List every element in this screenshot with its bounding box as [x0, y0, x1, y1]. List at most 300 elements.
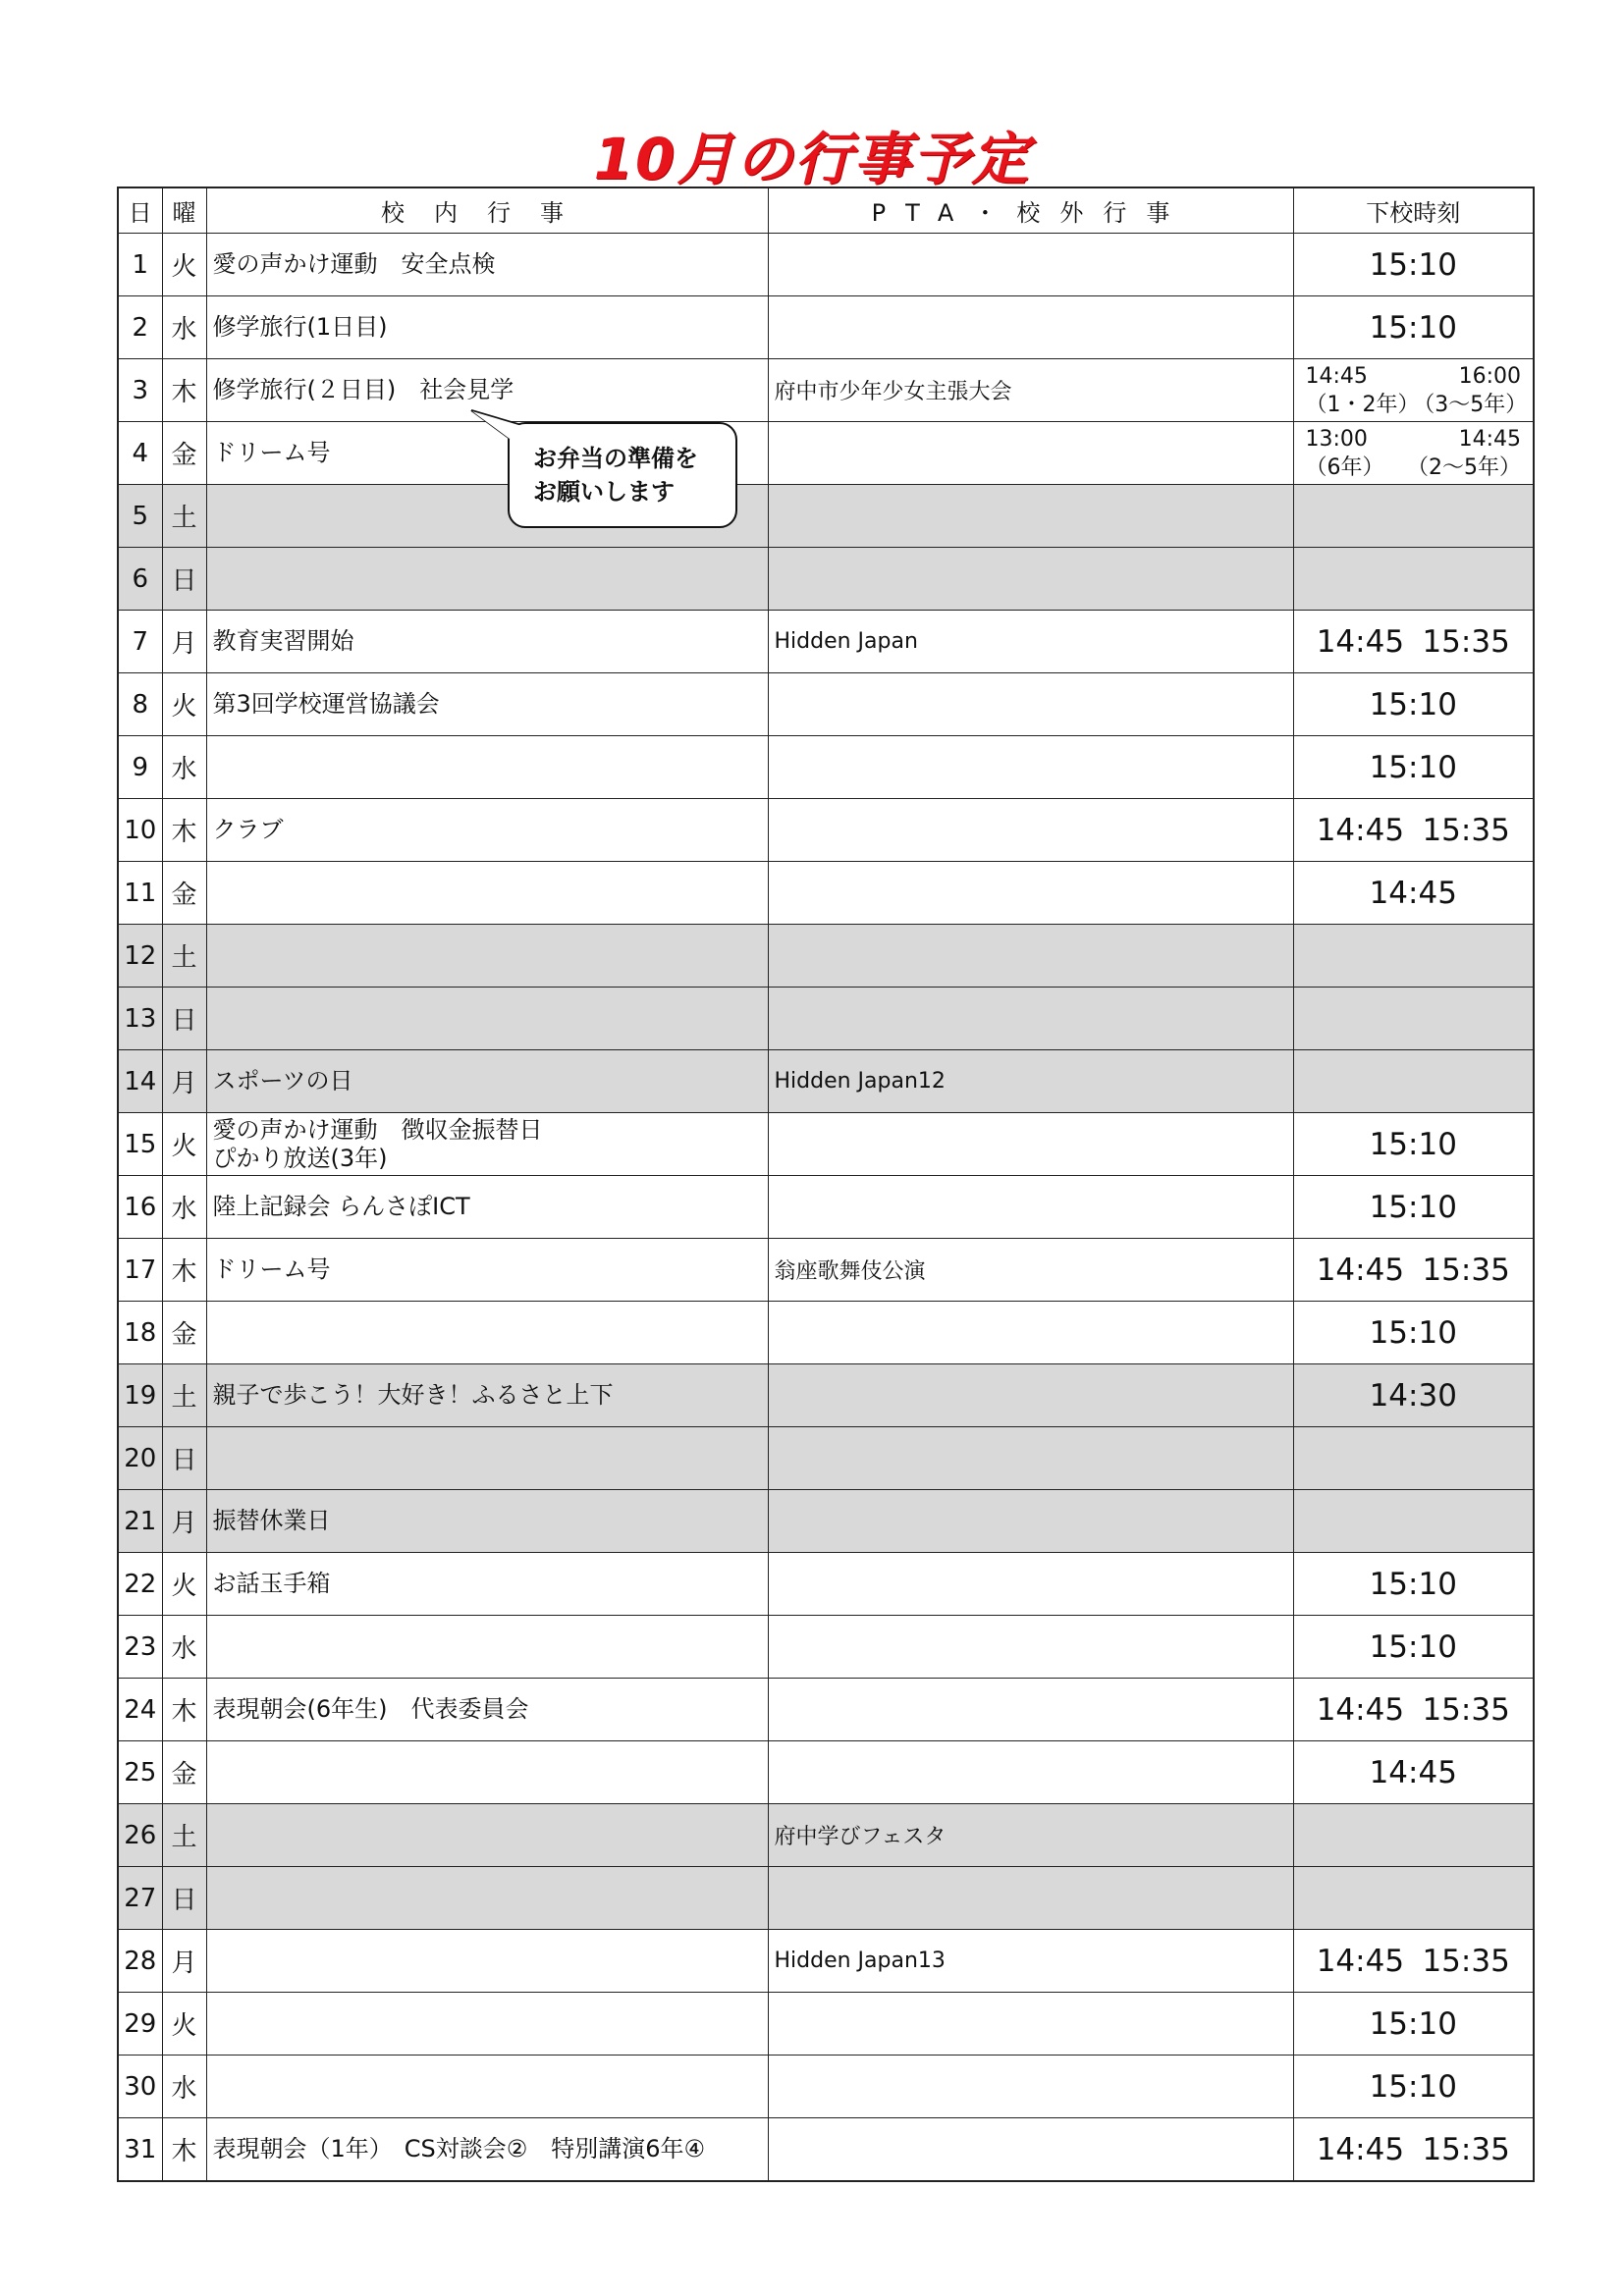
- table-row: [118, 1302, 1534, 1364]
- weekday-cell: [162, 1302, 206, 1364]
- weekday-cell: [162, 1176, 206, 1239]
- pta-event-cell: [768, 1804, 1293, 1867]
- weekday-cell: [162, 1050, 206, 1113]
- grade-group-2: （2～5年）: [1407, 454, 1521, 480]
- school-event: 振替休業日: [212, 1507, 331, 1534]
- school-event-cell: [206, 862, 768, 925]
- pta-event-cell: [768, 1490, 1293, 1553]
- dismissal-time: 15:10: [1369, 246, 1457, 283]
- weekday: 土: [171, 1823, 197, 1852]
- weekday: 火: [171, 1572, 197, 1601]
- school-event-cell: [206, 1993, 768, 2056]
- school-event: お話玉手箱: [212, 1570, 331, 1597]
- callout-tail-cover: [470, 409, 529, 449]
- dismissal-time-cell: [1293, 1364, 1534, 1427]
- header-day: 日: [118, 187, 162, 234]
- weekday: 火: [171, 252, 197, 282]
- dismissal-time-cell: [1293, 296, 1534, 359]
- weekday-cell: [162, 1930, 206, 1993]
- school-event-cell: [206, 736, 768, 799]
- dismissal-time-cell: [1293, 1239, 1534, 1302]
- weekday: 月: [171, 1509, 197, 1538]
- day-cell: [118, 2118, 162, 2182]
- pta-event-cell: [768, 1616, 1293, 1679]
- lunch-reminder-callout: [508, 422, 737, 528]
- day-cell: [118, 1804, 162, 1867]
- weekday-cell: [162, 1804, 206, 1867]
- day-cell: [118, 988, 162, 1050]
- dismissal-time-cell: [1293, 1867, 1534, 1930]
- table-row: [118, 2056, 1534, 2118]
- weekday-cell: [162, 1616, 206, 1679]
- pta-event: 府中学びフェスタ: [774, 1825, 947, 1849]
- day-number: 11: [124, 878, 157, 908]
- day-number: 13: [124, 1003, 157, 1034]
- dismissal-time: 15:10: [1369, 2005, 1457, 2042]
- weekday: 土: [171, 504, 197, 533]
- pta-event-cell: [768, 1302, 1293, 1364]
- dismissal-time: 15:10: [1369, 749, 1457, 785]
- dismissal-time-cell: [1293, 988, 1534, 1050]
- dismissal-time-1: 14:45: [1305, 363, 1368, 389]
- day-cell: [118, 296, 162, 359]
- pta-event-cell: [768, 925, 1293, 988]
- table-row: [118, 988, 1534, 1050]
- dismissal-time: 15:10: [1369, 2068, 1457, 2105]
- school-event-2: ぴかり放送(3年): [212, 1144, 388, 1172]
- day-cell: [118, 799, 162, 862]
- pta-event-cell: [768, 988, 1293, 1050]
- dismissal-time: 15:10: [1369, 1126, 1457, 1162]
- pta-event: 翁座歌舞伎公演: [774, 1259, 926, 1284]
- school-event-cell: [206, 548, 768, 611]
- day-cell: [118, 1113, 162, 1176]
- dismissal-time-cell: [1293, 611, 1534, 673]
- pta-event-cell: [768, 1427, 1293, 1490]
- day-number: 26: [124, 1820, 157, 1850]
- weekday: 火: [171, 1132, 197, 1161]
- dismissal-time-cell: [1293, 1804, 1534, 1867]
- school-event: 教育実習開始: [212, 627, 354, 655]
- school-event-cell: [206, 1804, 768, 1867]
- day-cell: [118, 485, 162, 548]
- pta-event-cell: [768, 1176, 1293, 1239]
- school-event-cell: [206, 1930, 768, 1993]
- school-event: スポーツの日: [212, 1067, 353, 1095]
- weekday-cell: [162, 1553, 206, 1616]
- pta-event-cell: [768, 862, 1293, 925]
- day-number: 1: [132, 249, 149, 280]
- dismissal-time-cell: [1293, 1427, 1534, 1490]
- weekday: 日: [171, 1006, 197, 1036]
- grade-group-1: （6年）: [1305, 454, 1384, 480]
- weekday-cell: [162, 611, 206, 673]
- school-event-cell: [206, 799, 768, 862]
- weekday-cell: [162, 1993, 206, 2056]
- day-number: 4: [132, 438, 149, 468]
- header-row: [118, 187, 1534, 234]
- weekday: 月: [171, 1949, 197, 1978]
- pta-event: Hidden Japan13: [774, 1949, 946, 1973]
- callout-line-2: お願いします: [533, 478, 675, 506]
- day-number: 27: [124, 1883, 157, 1913]
- pta-event-cell: [768, 234, 1293, 296]
- pta-event: Hidden Japan12: [774, 1069, 946, 1094]
- day-number: 16: [124, 1192, 157, 1222]
- school-event-cell: [206, 611, 768, 673]
- school-event: 陸上記録会 らんさぽICT: [212, 1193, 470, 1220]
- pta-event: 府中市少年少女主張大会: [774, 380, 1012, 404]
- page-title: 10月の行事予定: [593, 126, 1031, 192]
- dismissal-time-cell: [1293, 799, 1534, 862]
- weekday-cell: [162, 1741, 206, 1804]
- table-row: [118, 1679, 1534, 1741]
- school-event-cell: [206, 1616, 768, 1679]
- weekday: 日: [171, 1886, 197, 1915]
- day-number: 20: [124, 1443, 157, 1473]
- day-cell: [118, 1616, 162, 1679]
- day-number: 25: [124, 1757, 157, 1788]
- dismissal-time-1: 13:00: [1305, 426, 1368, 452]
- school-event: 表現朝会（1年） CS対談会② 特別講演6年④: [212, 2135, 706, 2163]
- weekday-cell: [162, 548, 206, 611]
- day-number: 3: [132, 375, 149, 405]
- table-row: [118, 234, 1534, 296]
- table-row: [118, 1930, 1534, 1993]
- weekday-cell: [162, 1427, 206, 1490]
- school-event: 愛の声かけ運動 徴収金振替日: [212, 1115, 543, 1144]
- weekday: 金: [171, 1320, 197, 1350]
- pta-event-cell: [768, 799, 1293, 862]
- day-number: 7: [132, 626, 149, 657]
- weekday: 水: [171, 755, 197, 784]
- table-row: [118, 1867, 1534, 1930]
- weekday: 金: [171, 1760, 197, 1789]
- school-event-cell: [206, 988, 768, 1050]
- day-number: 19: [124, 1380, 157, 1411]
- school-event: ドリーム号: [212, 439, 331, 466]
- header-school-events: 校内行事: [206, 187, 768, 234]
- day-cell: [118, 1490, 162, 1553]
- dismissal-time-cell: [1293, 1302, 1534, 1364]
- dismissal-time-cell: [1293, 1616, 1534, 1679]
- weekday-cell: [162, 736, 206, 799]
- day-number: 22: [124, 1569, 157, 1599]
- weekday: 日: [171, 566, 197, 596]
- school-event: 第3回学校運営協議会: [212, 690, 440, 718]
- header-dow: 曜: [162, 187, 206, 234]
- dismissal-time-2: 15:35: [1422, 623, 1510, 660]
- table-row: [118, 548, 1534, 611]
- dismissal-time-cell: [1293, 673, 1534, 736]
- table-row: [118, 1490, 1534, 1553]
- weekday-cell: [162, 673, 206, 736]
- dismissal-time: 15:10: [1369, 1566, 1457, 1602]
- weekday: 月: [171, 1069, 197, 1098]
- header-pta-events: PTA・校外行事: [768, 187, 1293, 234]
- pta-event-cell: [768, 611, 1293, 673]
- day-cell: [118, 736, 162, 799]
- dismissal-time: 15:10: [1369, 686, 1457, 722]
- pta-event-cell: [768, 1050, 1293, 1113]
- school-event: クラブ: [212, 816, 284, 843]
- dismissal-time-cell: [1293, 2056, 1534, 2118]
- weekday-cell: [162, 1490, 206, 1553]
- pta-event-cell: [768, 359, 1293, 422]
- weekday: 火: [171, 2011, 197, 2041]
- dismissal-time-cell: [1293, 736, 1534, 799]
- day-number: 30: [124, 2071, 157, 2102]
- pta-event-cell: [768, 673, 1293, 736]
- school-event-cell: [206, 1113, 768, 1176]
- dismissal-time-cell: [1293, 1553, 1534, 1616]
- pta-event-cell: [768, 1993, 1293, 2056]
- day-cell: [118, 1993, 162, 2056]
- table-row: [118, 1364, 1534, 1427]
- school-event-cell: [206, 1679, 768, 1741]
- dismissal-time-2: 15:35: [1422, 1252, 1510, 1288]
- dismissal-time-cell: [1293, 234, 1534, 296]
- dismissal-time-cell: [1293, 1993, 1534, 2056]
- dismissal-time-2: 15:35: [1422, 1943, 1510, 1979]
- table-row: [118, 485, 1534, 548]
- pta-event-cell: [768, 548, 1293, 611]
- day-cell: [118, 1867, 162, 1930]
- table-row: [118, 1993, 1534, 2056]
- day-cell: [118, 234, 162, 296]
- table-row: [118, 1616, 1534, 1679]
- weekday-cell: [162, 359, 206, 422]
- day-cell: [118, 1050, 162, 1113]
- dismissal-time-2: 15:35: [1422, 2131, 1510, 2167]
- school-event-cell: [206, 1302, 768, 1364]
- pta-event-cell: [768, 1930, 1293, 1993]
- day-cell: [118, 611, 162, 673]
- table-row: [118, 799, 1534, 862]
- dismissal-time: 14:45: [1369, 1754, 1457, 1790]
- school-event-cell: [206, 1741, 768, 1804]
- dismissal-time-cell: [1293, 862, 1534, 925]
- day-number: 5: [132, 501, 149, 531]
- table-row: [118, 611, 1534, 673]
- dismissal-time-2: 16:00: [1458, 363, 1521, 389]
- day-number: 2: [132, 312, 149, 343]
- weekday: 水: [171, 1634, 197, 1664]
- school-event-cell: [206, 673, 768, 736]
- weekday: 日: [171, 1446, 197, 1475]
- school-event-cell: [206, 296, 768, 359]
- table-row: [118, 422, 1534, 485]
- school-event-cell: [206, 1553, 768, 1616]
- callout-line-1: お弁当の準備を: [533, 445, 698, 472]
- weekday: 木: [171, 1257, 197, 1287]
- table-row: [118, 1239, 1534, 1302]
- school-event: ドリーム号: [212, 1255, 331, 1283]
- weekday-cell: [162, 234, 206, 296]
- dismissal-time-1: 14:45: [1316, 2131, 1405, 2167]
- dismissal-time: 14:45: [1369, 875, 1457, 911]
- pta-event-cell: [768, 485, 1293, 548]
- school-event: 修学旅行(２日目) 社会見学: [212, 376, 514, 403]
- pta-event-cell: [768, 296, 1293, 359]
- day-cell: [118, 1679, 162, 1741]
- school-event-cell: [206, 1427, 768, 1490]
- table-row: [118, 673, 1534, 736]
- day-cell: [118, 1239, 162, 1302]
- dismissal-time-cell: [1293, 422, 1534, 485]
- day-number: 12: [124, 940, 157, 971]
- day-number: 18: [124, 1317, 157, 1348]
- table-row: [118, 1176, 1534, 1239]
- day-cell: [118, 1553, 162, 1616]
- day-number: 28: [124, 1946, 157, 1976]
- schedule-body: [118, 234, 1534, 2182]
- day-number: 29: [124, 2008, 157, 2039]
- weekday: 水: [171, 315, 197, 345]
- dismissal-time: 15:10: [1369, 1189, 1457, 1225]
- day-number: 14: [124, 1066, 157, 1096]
- pta-event-cell: [768, 2056, 1293, 2118]
- dismissal-time-cell: [1293, 925, 1534, 988]
- dismissal-time-cell: [1293, 1490, 1534, 1553]
- table-row: [118, 736, 1534, 799]
- table-row: [118, 1553, 1534, 1616]
- dismissal-time-cell: [1293, 1113, 1534, 1176]
- dismissal-time-1: 14:45: [1316, 623, 1405, 660]
- dismissal-time: 14:30: [1369, 1377, 1457, 1414]
- weekday: 土: [171, 1383, 197, 1413]
- weekday: 木: [171, 2137, 197, 2166]
- dismissal-time-2: 14:45: [1458, 426, 1521, 452]
- weekday-cell: [162, 1867, 206, 1930]
- weekday-cell: [162, 925, 206, 988]
- weekday-cell: [162, 862, 206, 925]
- day-number: 10: [124, 815, 157, 845]
- dismissal-time-cell: [1293, 548, 1534, 611]
- grade-group-2: （3～5年）: [1413, 392, 1528, 417]
- dismissal-time-1: 14:45: [1316, 1691, 1405, 1728]
- school-event-cell: [206, 1490, 768, 1553]
- weekday: 水: [171, 2074, 197, 2104]
- dismissal-time: 15:10: [1369, 1629, 1457, 1665]
- dismissal-time-cell: [1293, 1741, 1534, 1804]
- day-cell: [118, 673, 162, 736]
- weekday-cell: [162, 296, 206, 359]
- school-event-cell: [206, 1176, 768, 1239]
- school-event-cell: [206, 1239, 768, 1302]
- dismissal-time-cell: [1293, 1930, 1534, 1993]
- weekday: 金: [171, 441, 197, 470]
- weekday-cell: [162, 1239, 206, 1302]
- dismissal-time: 15:10: [1369, 1314, 1457, 1351]
- weekday: 木: [171, 1697, 197, 1727]
- day-cell: [118, 1930, 162, 1993]
- pta-event-cell: [768, 1679, 1293, 1741]
- weekday-cell: [162, 1679, 206, 1741]
- table-row: [118, 1427, 1534, 1490]
- dismissal-time-cell: [1293, 485, 1534, 548]
- weekday: 金: [171, 881, 197, 910]
- school-event-cell: [206, 234, 768, 296]
- pta-event-cell: [768, 1867, 1293, 1930]
- table-row: [118, 1804, 1534, 1867]
- header-dismissal-time: 下校時刻: [1293, 187, 1534, 234]
- pta-event-cell: [768, 422, 1293, 485]
- grade-group-1: （1・2年）: [1305, 392, 1420, 417]
- day-cell: [118, 422, 162, 485]
- school-event: 表現朝会(6年生) 代表委員会: [212, 1695, 529, 1723]
- day-number: 17: [124, 1255, 157, 1285]
- pta-event: Hidden Japan: [774, 629, 918, 654]
- dismissal-time-cell: [1293, 1050, 1534, 1113]
- pta-event-cell: [768, 1113, 1293, 1176]
- pta-event-cell: [768, 1553, 1293, 1616]
- school-event-cell: [206, 1364, 768, 1427]
- dismissal-time-1: 14:45: [1316, 1252, 1405, 1288]
- day-cell: [118, 1741, 162, 1804]
- table-row: [118, 1113, 1534, 1176]
- table-row: [118, 1741, 1534, 1804]
- school-event: 修学旅行(1日目): [212, 313, 388, 341]
- dismissal-time-1: 14:45: [1316, 1943, 1405, 1979]
- dismissal-time-cell: [1293, 359, 1534, 422]
- dismissal-time-2: 15:35: [1422, 1691, 1510, 1728]
- table-row: [118, 1050, 1534, 1113]
- dismissal-time-1: 14:45: [1316, 812, 1405, 848]
- day-cell: [118, 862, 162, 925]
- day-number: 31: [124, 2134, 157, 2164]
- day-cell: [118, 1176, 162, 1239]
- weekday: 月: [171, 629, 197, 659]
- day-cell: [118, 1364, 162, 1427]
- dismissal-time-cell: [1293, 2118, 1534, 2182]
- day-number: 23: [124, 1631, 157, 1662]
- weekday: 木: [171, 378, 197, 407]
- table-row: [118, 2118, 1534, 2182]
- school-event: 愛の声かけ運動 安全点検: [212, 250, 496, 278]
- weekday: 水: [171, 1195, 197, 1224]
- day-number: 15: [124, 1129, 157, 1159]
- dismissal-time-cell: [1293, 1176, 1534, 1239]
- table-row: [118, 296, 1534, 359]
- weekday: 木: [171, 818, 197, 847]
- day-cell: [118, 548, 162, 611]
- school-event-cell: [206, 2118, 768, 2182]
- pta-event-cell: [768, 1741, 1293, 1804]
- dismissal-time-2: 15:35: [1422, 812, 1510, 848]
- day-number: 24: [124, 1694, 157, 1725]
- table-row: [118, 925, 1534, 988]
- table-row: [118, 862, 1534, 925]
- day-cell: [118, 359, 162, 422]
- weekday-cell: [162, 799, 206, 862]
- school-event: 親子で歩こう！大好き！ふるさと上下: [212, 1381, 614, 1409]
- schedule-table: [117, 187, 1535, 2182]
- school-event-cell: [206, 2056, 768, 2118]
- day-number: 8: [132, 689, 149, 720]
- day-cell: [118, 925, 162, 988]
- pta-event-cell: [768, 2118, 1293, 2182]
- school-event-cell: [206, 1867, 768, 1930]
- day-cell: [118, 1427, 162, 1490]
- weekday: 火: [171, 692, 197, 721]
- weekday-cell: [162, 485, 206, 548]
- day-number: 21: [124, 1506, 157, 1536]
- weekday-cell: [162, 1364, 206, 1427]
- day-number: 9: [132, 752, 149, 782]
- dismissal-time-cell: [1293, 1679, 1534, 1741]
- table-row: [118, 359, 1534, 422]
